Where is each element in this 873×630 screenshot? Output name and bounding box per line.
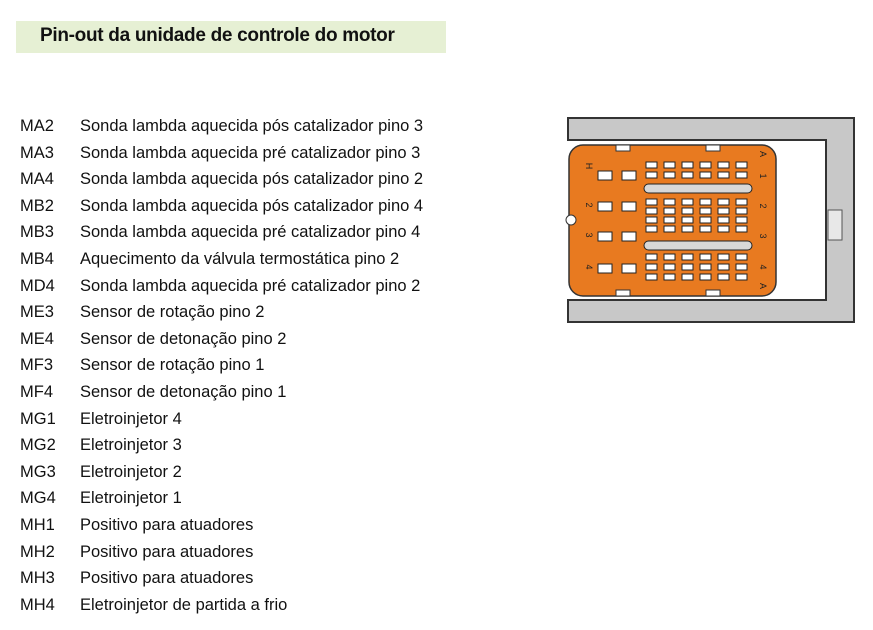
connector-pin-large bbox=[598, 264, 612, 273]
connector-pin-small bbox=[718, 199, 729, 205]
pin-code: MH3 bbox=[20, 569, 55, 588]
connector-pin-small bbox=[664, 254, 675, 260]
pin-description: Sensor de detonação pino 2 bbox=[80, 329, 287, 348]
pin-description: Positivo para atuadores bbox=[80, 542, 254, 561]
pin-code: MH1 bbox=[20, 515, 55, 534]
connector-label: A bbox=[758, 150, 768, 158]
connector-pin-small bbox=[700, 208, 711, 214]
connector-pin-small bbox=[736, 264, 747, 270]
pin-code: MA4 bbox=[20, 170, 54, 189]
connector-pin-small bbox=[682, 274, 693, 280]
pin-code: MG1 bbox=[20, 409, 56, 428]
pin-row bbox=[20, 166, 423, 193]
housing-latch bbox=[828, 210, 842, 240]
connector-label: 4 bbox=[758, 264, 768, 270]
pin-row bbox=[20, 246, 423, 273]
connector-label: 2 bbox=[584, 202, 594, 208]
connector-pin-small bbox=[736, 226, 747, 232]
pin-code: ME4 bbox=[20, 329, 54, 348]
connector-label: 2 bbox=[758, 203, 768, 209]
connector-pin-small bbox=[700, 264, 711, 270]
connector-pin-large bbox=[622, 171, 636, 180]
connector-pin-small bbox=[682, 199, 693, 205]
pin-description: Sonda lambda aquecida pré catalizador pino 4 bbox=[80, 223, 421, 242]
connector-pin-small bbox=[700, 254, 711, 260]
connector-label: A bbox=[758, 282, 768, 290]
pin-description: Sensor de rotação pino 1 bbox=[80, 356, 265, 375]
connector-pin-small bbox=[682, 226, 693, 232]
pin-description: Eletroinjetor 3 bbox=[80, 436, 182, 455]
connector-diagram bbox=[564, 114, 864, 330]
pin-row bbox=[20, 219, 423, 246]
pin-description: Sonda lambda aquecida pré catalizador pino 3 bbox=[80, 143, 421, 162]
connector-pin-small bbox=[718, 264, 729, 270]
connector-pin-small bbox=[718, 217, 729, 223]
pin-row bbox=[20, 352, 423, 379]
connector-pin-small bbox=[664, 274, 675, 280]
connector-pin-large bbox=[598, 202, 612, 211]
connector-key bbox=[566, 215, 576, 225]
pin-row bbox=[20, 273, 423, 300]
connector-pin-small bbox=[682, 208, 693, 214]
connector-pin-small bbox=[682, 162, 693, 168]
pin-description: Sonda lambda aquecida pré catalizador pino 2 bbox=[80, 276, 421, 295]
connector-pin-large bbox=[622, 202, 636, 211]
pin-row bbox=[20, 432, 423, 459]
connector-pin-small bbox=[664, 226, 675, 232]
pin-description: Eletroinjetor 1 bbox=[80, 489, 182, 508]
pin-row bbox=[20, 459, 423, 486]
pin-description: Sensor de rotação pino 2 bbox=[80, 303, 265, 322]
connector-pin-small bbox=[736, 199, 747, 205]
connector-pin-small bbox=[736, 254, 747, 260]
connector-notch bbox=[706, 290, 720, 296]
connector-pin-small bbox=[664, 264, 675, 270]
connector-pin-large bbox=[622, 264, 636, 273]
connector-svg bbox=[564, 114, 864, 330]
pin-row bbox=[20, 485, 423, 512]
pin-code: MH4 bbox=[20, 595, 55, 614]
connector-notch bbox=[616, 290, 630, 296]
connector-pin-small bbox=[736, 274, 747, 280]
pin-code: MB4 bbox=[20, 249, 54, 268]
pin-code: MA3 bbox=[20, 143, 54, 162]
pin-description: Sensor de detonação pino 1 bbox=[80, 382, 287, 401]
pin-code: ME3 bbox=[20, 303, 54, 322]
connector-pin-small bbox=[736, 162, 747, 168]
connector-label: 3 bbox=[758, 233, 768, 239]
connector-notch bbox=[706, 145, 720, 151]
pin-row bbox=[20, 140, 423, 167]
connector-pin-small bbox=[646, 226, 657, 232]
pin-row bbox=[20, 512, 423, 539]
connector-pin-small bbox=[736, 217, 747, 223]
connector-pin-small bbox=[700, 217, 711, 223]
connector-label: 3 bbox=[584, 232, 594, 238]
connector-pin-small bbox=[646, 172, 657, 178]
connector-pin-large bbox=[598, 232, 612, 241]
connector-pin-small bbox=[646, 199, 657, 205]
pin-description: Sonda lambda aquecida pós catalizador pino 4 bbox=[80, 196, 424, 215]
pin-list bbox=[20, 113, 423, 618]
pin-code: MH2 bbox=[20, 542, 55, 561]
pin-description: Sonda lambda aquecida pós catalizador pino 2 bbox=[80, 170, 424, 189]
connector-pin-small bbox=[700, 162, 711, 168]
connector-pin-small bbox=[682, 264, 693, 270]
connector-notch bbox=[616, 145, 630, 151]
connector-pin-small bbox=[664, 172, 675, 178]
connector-pin-small bbox=[646, 208, 657, 214]
pin-description: Positivo para atuadores bbox=[80, 569, 254, 588]
connector-pin-small bbox=[700, 274, 711, 280]
pin-code: MF4 bbox=[20, 382, 53, 401]
pin-row bbox=[20, 379, 423, 406]
connector-pin-small bbox=[718, 172, 729, 178]
connector-pin-small bbox=[700, 199, 711, 205]
connector-pin-small bbox=[682, 254, 693, 260]
pin-code: MF3 bbox=[20, 356, 53, 375]
pin-row bbox=[20, 193, 423, 220]
pin-description: Positivo para atuadores bbox=[80, 515, 254, 534]
pin-description: Aquecimento da válvula termostática pino 2 bbox=[80, 249, 400, 268]
connector-pin-small bbox=[736, 172, 747, 178]
connector-slot bbox=[644, 184, 752, 193]
connector-pin-small bbox=[664, 217, 675, 223]
connector-pin-small bbox=[718, 226, 729, 232]
connector-pin-small bbox=[718, 254, 729, 260]
connector-pin-small bbox=[736, 208, 747, 214]
connector-slot bbox=[644, 241, 752, 250]
connector-pin-small bbox=[646, 162, 657, 168]
pin-code: MG2 bbox=[20, 436, 56, 455]
connector-pin-small bbox=[700, 172, 711, 178]
connector-pin-large bbox=[622, 232, 636, 241]
pin-row bbox=[20, 592, 423, 619]
title-bar bbox=[16, 21, 446, 53]
connector-label: H bbox=[584, 162, 594, 170]
pin-description: Eletroinjetor 4 bbox=[80, 409, 182, 428]
connector-pin-small bbox=[646, 254, 657, 260]
pin-code: MG4 bbox=[20, 489, 56, 508]
connector-pin-large bbox=[598, 171, 612, 180]
pin-code: MG3 bbox=[20, 462, 56, 481]
pin-description: Eletroinjetor 2 bbox=[80, 462, 182, 481]
connector-pin-small bbox=[718, 274, 729, 280]
pin-description: Eletroinjetor de partida a frio bbox=[80, 595, 288, 614]
pin-code: MD4 bbox=[20, 276, 55, 295]
pin-row bbox=[20, 113, 423, 140]
pin-description: Sonda lambda aquecida pós catalizador pino 3 bbox=[80, 117, 424, 135]
connector-pin-small bbox=[646, 274, 657, 280]
connector-pin-small bbox=[664, 199, 675, 205]
connector-pin-small bbox=[700, 226, 711, 232]
connector-pin-small bbox=[646, 217, 657, 223]
pin-code: MB2 bbox=[20, 196, 54, 215]
connector-pin-small bbox=[718, 208, 729, 214]
connector-pin-small bbox=[646, 264, 657, 270]
pin-row bbox=[20, 326, 423, 353]
connector-label: 4 bbox=[584, 264, 594, 270]
connector-pin-small bbox=[682, 217, 693, 223]
pin-row bbox=[20, 406, 423, 433]
connector-pin-small bbox=[718, 162, 729, 168]
pin-code: MA2 bbox=[20, 117, 54, 135]
pin-row bbox=[20, 539, 423, 566]
pin-row bbox=[20, 299, 423, 326]
connector-pin-small bbox=[682, 172, 693, 178]
connector-label: 1 bbox=[758, 173, 768, 179]
connector-pin-small bbox=[664, 208, 675, 214]
pin-row bbox=[20, 565, 423, 592]
page-title: Pin-out da unidade de controle do motor bbox=[40, 25, 395, 46]
pin-code: MB3 bbox=[20, 223, 54, 242]
connector-pin-small bbox=[664, 162, 675, 168]
